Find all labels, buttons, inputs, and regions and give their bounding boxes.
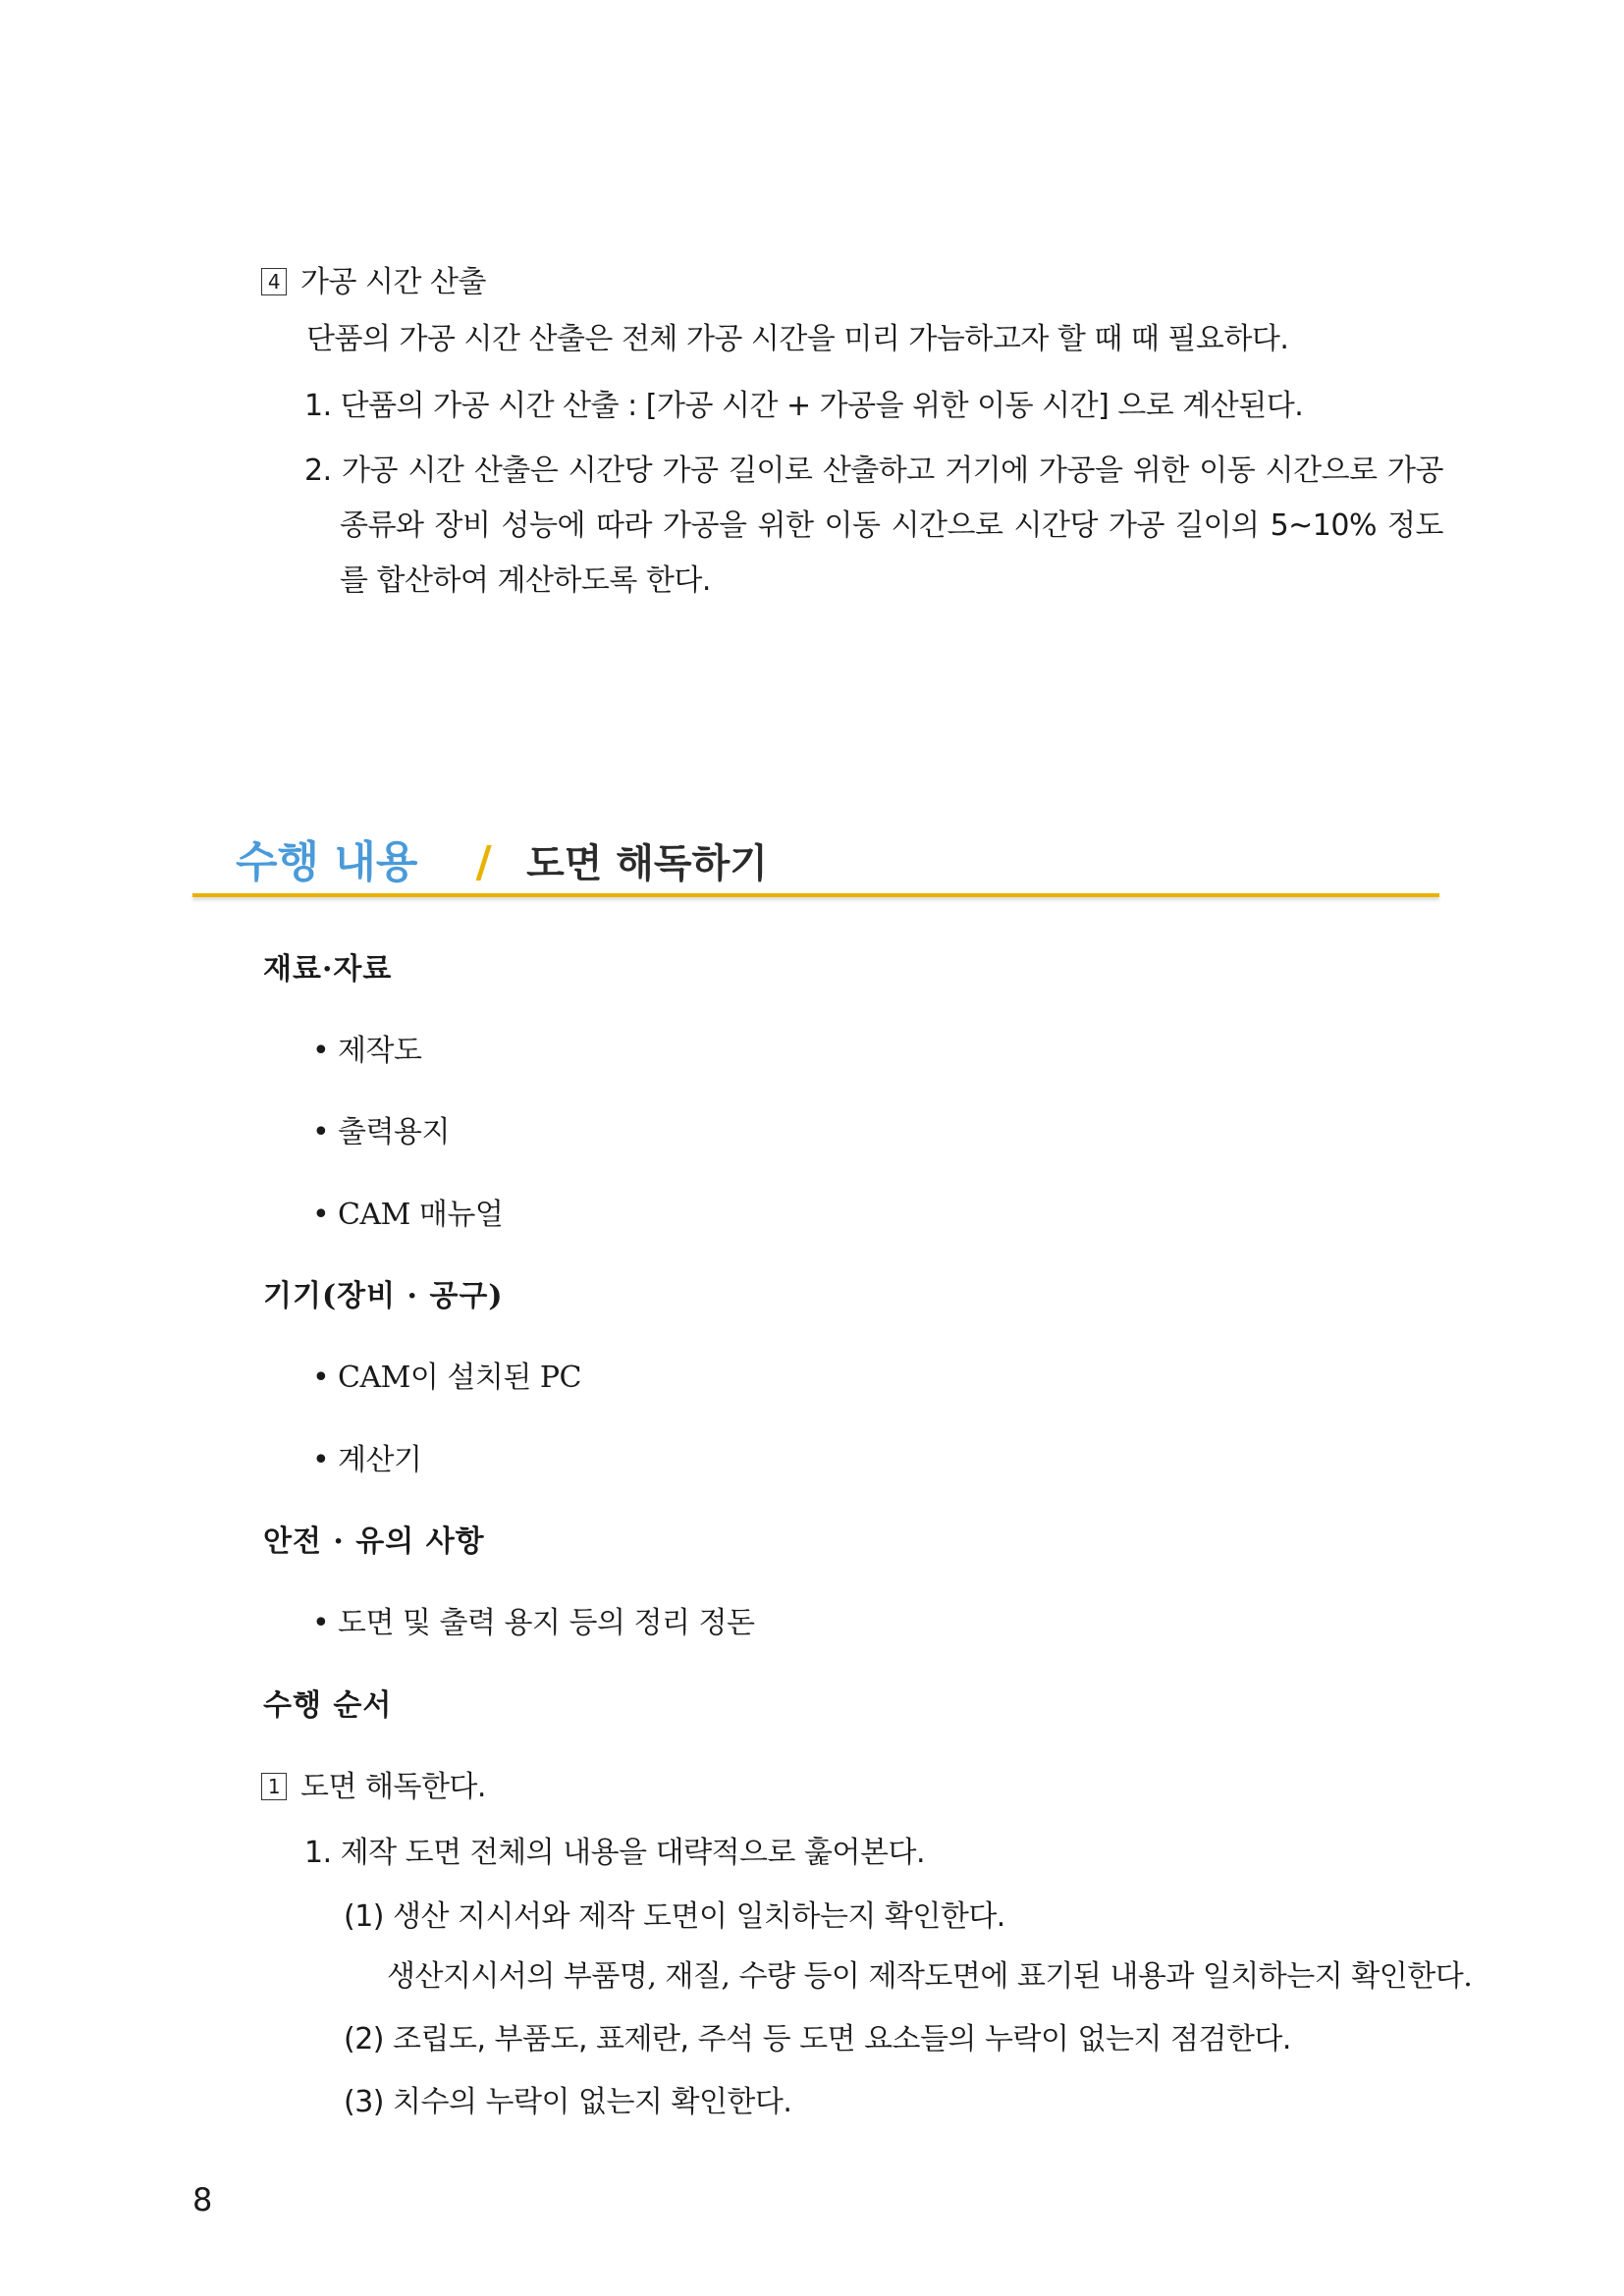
step-4-heading <box>261 257 486 300</box>
procedure-point-1-detail: 생산지시서의 부품명, 재질, 수량 등이 제작도면에 표기된 내용과 일치하는지 확인한다. <box>387 1959 1473 1994</box>
materials-heading: 재료·자료 <box>263 952 393 987</box>
materials-item: • CAM 매뉴얼 <box>312 1198 504 1232</box>
procedure-heading: 수행 순서 <box>263 1688 393 1723</box>
step-number-box: 1 <box>261 1773 287 1800</box>
step-4-item-1: 1. 단품의 가공 시간 산출 : [가공 시간 + 가공을 위한 이동 시간] 으로 계산된다. <box>304 389 1304 423</box>
section-subtitle: 도면 해독하기 <box>526 841 768 886</box>
materials-item: • 제작도 <box>312 1034 422 1068</box>
procedure-step <box>261 1762 486 1805</box>
step-number-box: 4 <box>261 268 287 295</box>
procedure-point-2: (2) 조립도, 부품도, 표제란, 주석 등 도면 요소들의 누락이 없는지 점검한다. <box>344 2022 1291 2056</box>
procedure-point-3: (3) 치수의 누락이 없는지 확인한다. <box>344 2085 792 2119</box>
section-label: 수행 내용 <box>236 837 418 887</box>
procedure-step-title: 도면 해독한다. <box>300 1770 486 1804</box>
equipment-item: • CAM이 설치된 PC <box>312 1361 581 1395</box>
procedure-point-1: (1) 생산 지시서와 제작 도면이 일치하는지 확인한다. <box>344 1899 1005 1934</box>
step-4-item-2: 2. 가공 시간 산출은 시간당 가공 길이로 산출하고 거기에 가공을 위한 이동 시간으로 가공 종류와 장비 성능에 따라 가공을 위한 이동 시간으로 시간당 가공 길이의 5~10% 정도를 합산하여 계산하도록 한다. <box>304 454 1443 598</box>
section-slash: / <box>475 837 492 887</box>
equipment-item: • 계산기 <box>312 1443 422 1477</box>
section-divider <box>192 893 1439 897</box>
page-number: 8 <box>192 2181 213 2218</box>
step-4-intro: 단품의 가공 시간 산출은 전체 가공 시간을 미리 가늠하고자 할 때 때 필요하다. <box>306 322 1289 356</box>
equipment-heading: 기기(장비 · 공구) <box>263 1279 504 1313</box>
step-4-title: 가공 시간 산출 <box>300 265 486 299</box>
procedure-sub-1: 1. 제작 도면 전체의 내용을 대략적으로 훑어본다. <box>304 1836 925 1870</box>
safety-item: • 도면 및 출력 용지 등의 정리 정돈 <box>312 1606 755 1640</box>
materials-item: • 출력용지 <box>312 1115 450 1149</box>
section-title <box>236 827 768 889</box>
safety-heading: 안전 · 유의 사항 <box>263 1524 485 1559</box>
